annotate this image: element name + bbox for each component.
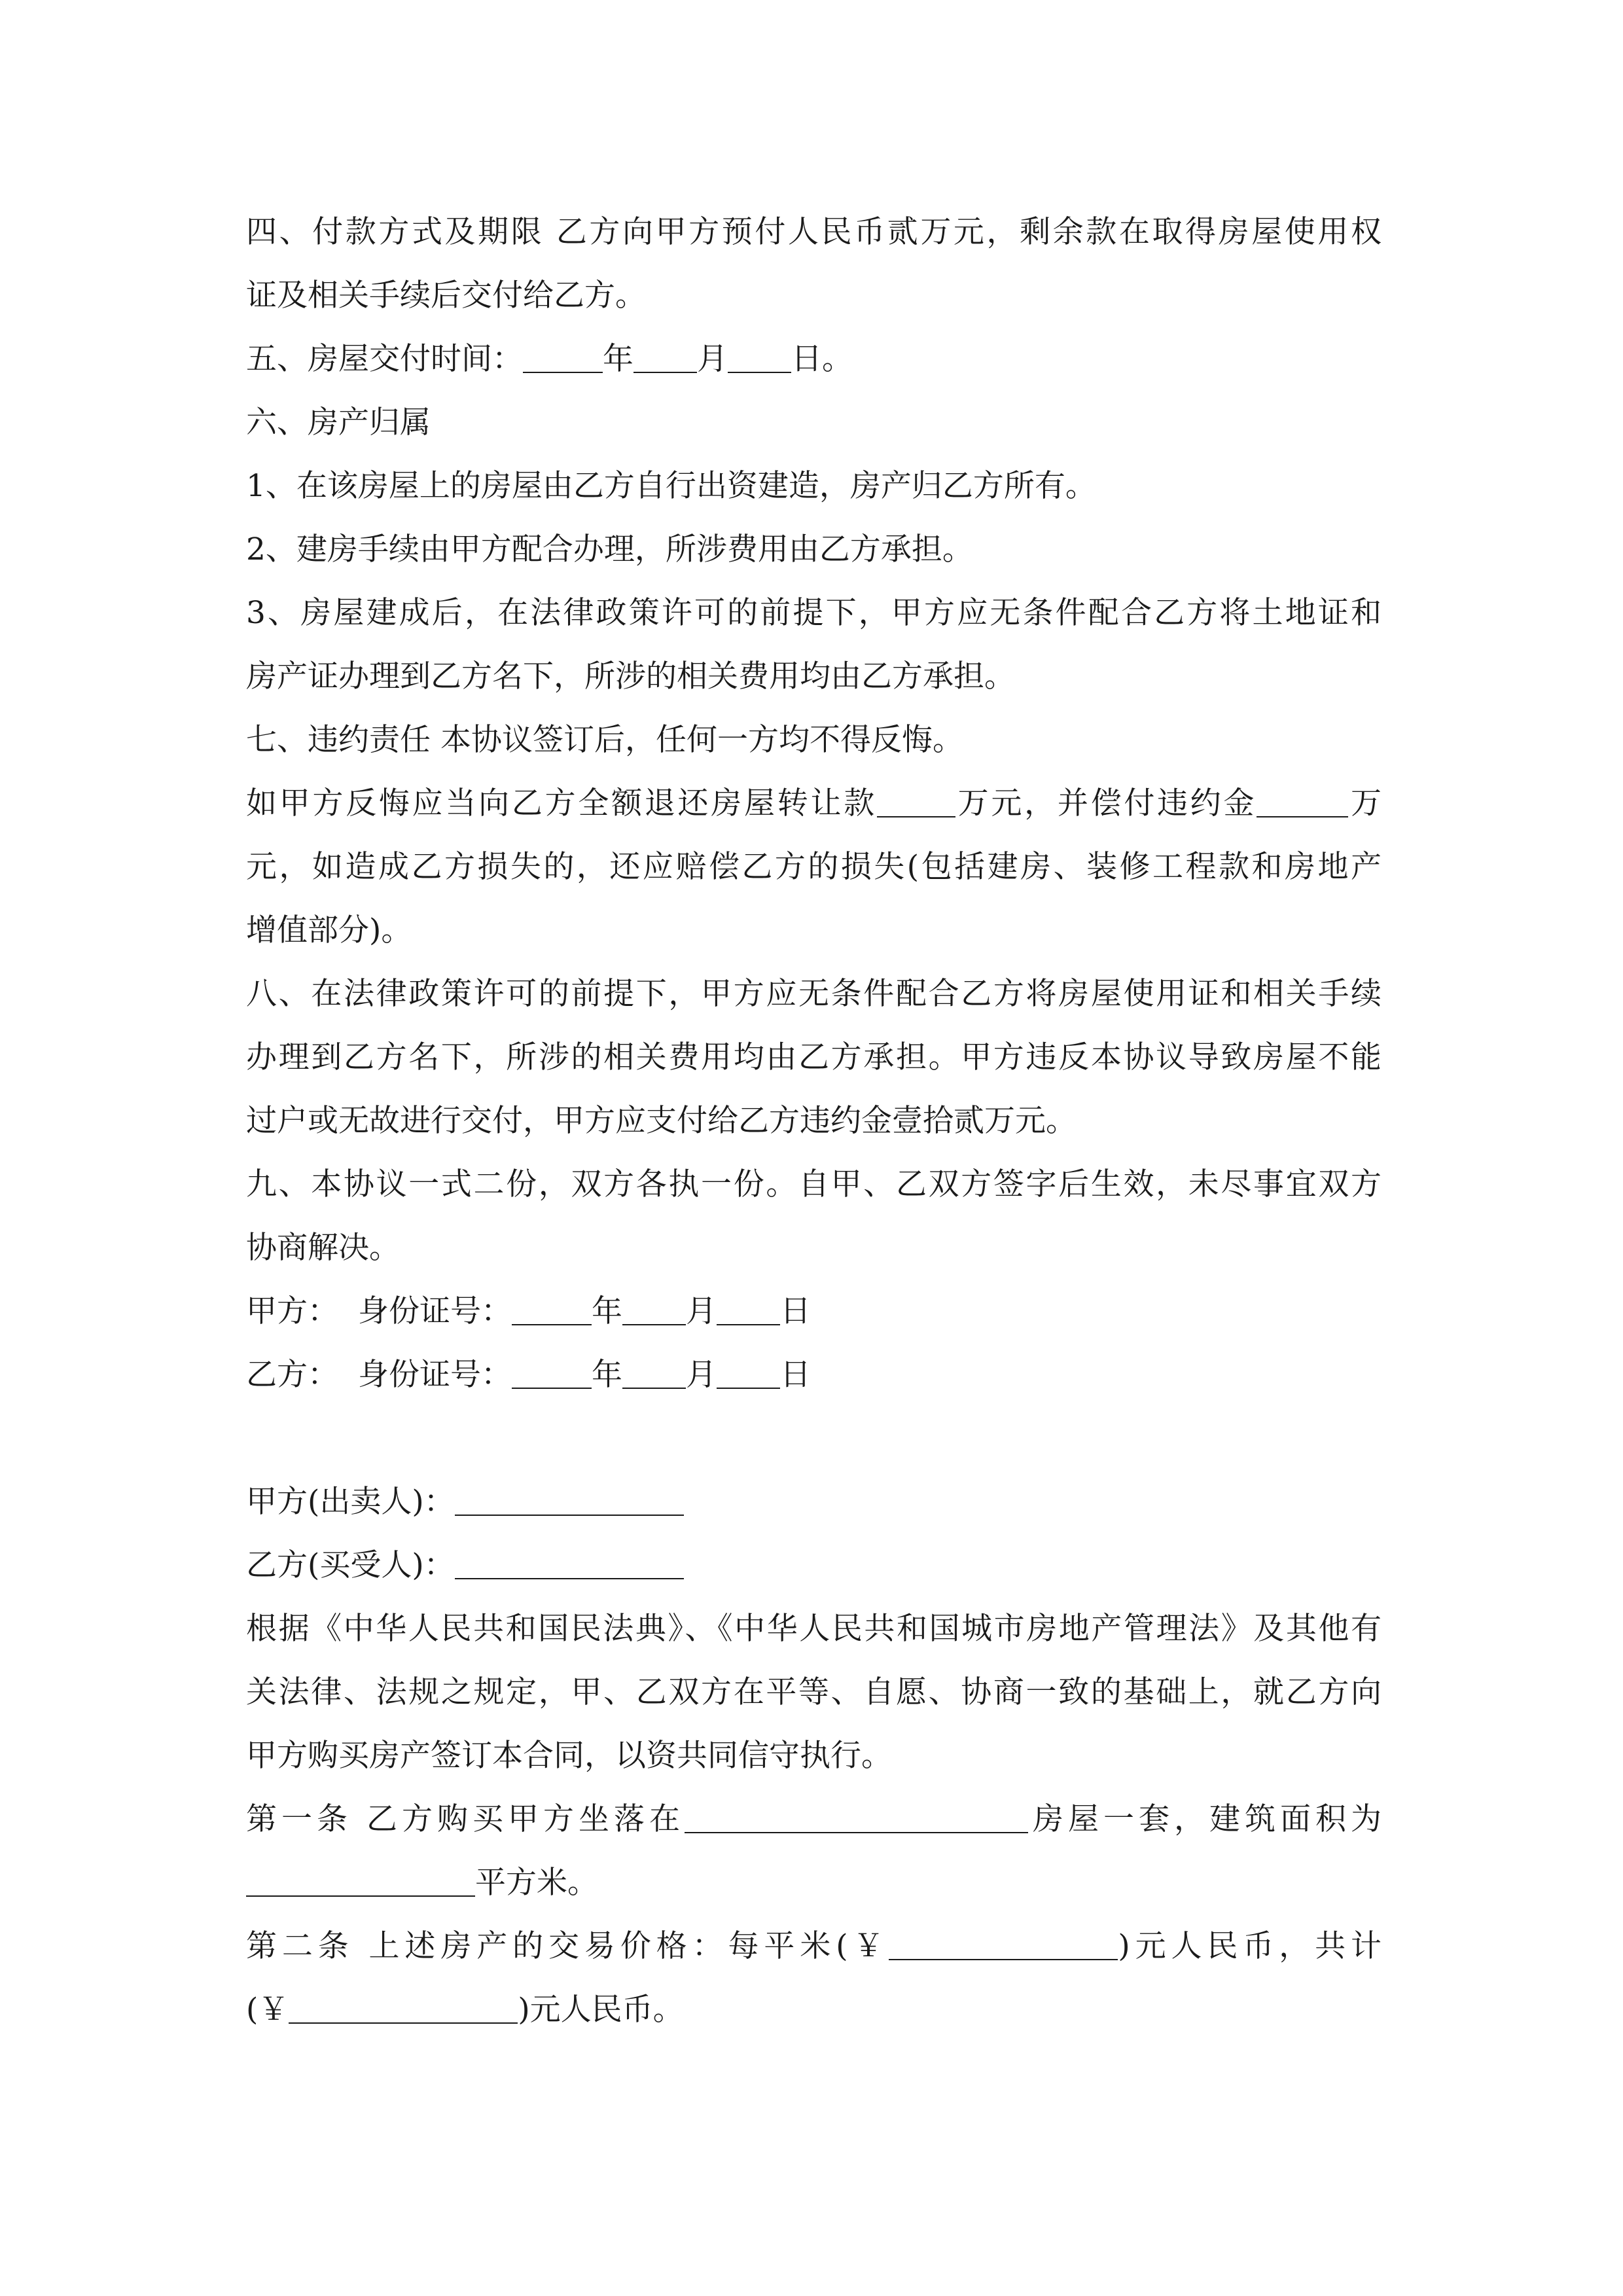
clause-7-line-3: 增值部分)。 (246, 912, 412, 948)
seller-signature-line: 甲方(出卖人)： (246, 1470, 1382, 1534)
buyer-name-blank (455, 1552, 684, 1579)
clause-9-line-2: 协商解决。 (246, 1230, 400, 1266)
penalty-amount-blank (1257, 790, 1348, 817)
clause-8-line-2: 办理到乙方名下，所涉的相关费用均由乙方承担。甲方违反本协议导致房屋不能 (246, 1039, 1382, 1075)
buyer-signature-line: 乙方(买受人)： (246, 1534, 1382, 1597)
party-a-id-line: 甲方： 身份证号： 年 月 日 (246, 1293, 811, 1329)
clause-7-heading: 七、违约责任 本协议签订后，任何一方均不得反悔。 (246, 722, 963, 758)
clause-7-line-1: 如甲方反悔应当向乙方全额退还房屋转让款 万元，并偿付违约金 万 (246, 785, 1382, 821)
month-blank (633, 346, 697, 373)
clause-6-item-3-line-2: 房产证办理到乙方名下，所涉的相关费用均由乙方承担。 (246, 658, 1015, 694)
article-1-line-1: 第一条 乙方购买甲方坐落在 房屋一套，建筑面积为 (246, 1801, 1382, 1837)
clause-6-heading: 六、房产归属 (246, 404, 431, 440)
clause-4-payment-line-1: 四、付款方式及期限 乙方向甲方预付人民币贰万元，剩余款在取得房屋使用权 (246, 214, 1382, 250)
year-blank (523, 346, 603, 373)
day-blank (728, 346, 791, 373)
unit-price-blank (889, 1933, 1118, 1960)
total-price-blank (289, 1996, 518, 2024)
clause-9-line-1: 九、本协议一式二份，双方各执一份。自甲、乙双方签字后生效，未尽事宜双方 (246, 1166, 1382, 1202)
clause-4-payment-line-2: 证及相关手续后交付给乙方。 (246, 278, 646, 314)
party-b-id-line: 乙方： 身份证号： 年 月 日 (246, 1357, 811, 1393)
clause-6-item-3-line-1: 3、房屋建成后，在法律政策许可的前提下，甲方应无条件配合乙方将土地证和 (246, 595, 1382, 631)
preamble-line-3: 甲方购买房产签订本合同，以资共同信守执行。 (246, 1738, 892, 1774)
clause-7-line-2: 元，如造成乙方损失的，还应赔偿乙方的损失(包括建房、装修工程款和房地产 (246, 849, 1382, 885)
clause-6-item-1: 1、在该房屋上的房屋由乙方自行出资建造，房产归乙方所有。 (246, 468, 1096, 504)
clause-8-line-3: 过户或无故进行交付，甲方应支付给乙方违约金壹拾贰万元。 (246, 1103, 1077, 1139)
section-spacer (246, 1407, 1382, 1470)
clause-5-delivery-date: 五、房屋交付时间： 年 月 日。 (246, 341, 853, 377)
location-blank (685, 1806, 1028, 1833)
article-2-line-2: (￥ )元人民币。 (246, 1992, 684, 2028)
article-1-line-2: 平方米。 (246, 1851, 1382, 1914)
preamble-line-1: 根据《中华人民共和国民法典》、《中华人民共和国城市房地产管理法》及其他有 (246, 1611, 1382, 1647)
preamble-line-2: 关法律、法规之规定，甲、乙双方在平等、自愿、协商一致的基础上，就乙方向 (246, 1674, 1382, 1710)
article-2-line-1: 第二条 上述房产的交易价格：每平米(￥ )元人民币，共计 (246, 1928, 1382, 1964)
clause-8-line-1: 八、在法律政策许可的前提下，甲方应无条件配合乙方将房屋使用证和相关手续 (246, 976, 1382, 1012)
seller-name-blank (455, 1488, 684, 1516)
refund-amount-blank (877, 790, 955, 817)
clause-6-item-2: 2、建房手续由甲方配合办理，所涉费用由乙方承担。 (246, 531, 973, 567)
area-blank (246, 1869, 475, 1897)
contract-body (246, 200, 1382, 2041)
